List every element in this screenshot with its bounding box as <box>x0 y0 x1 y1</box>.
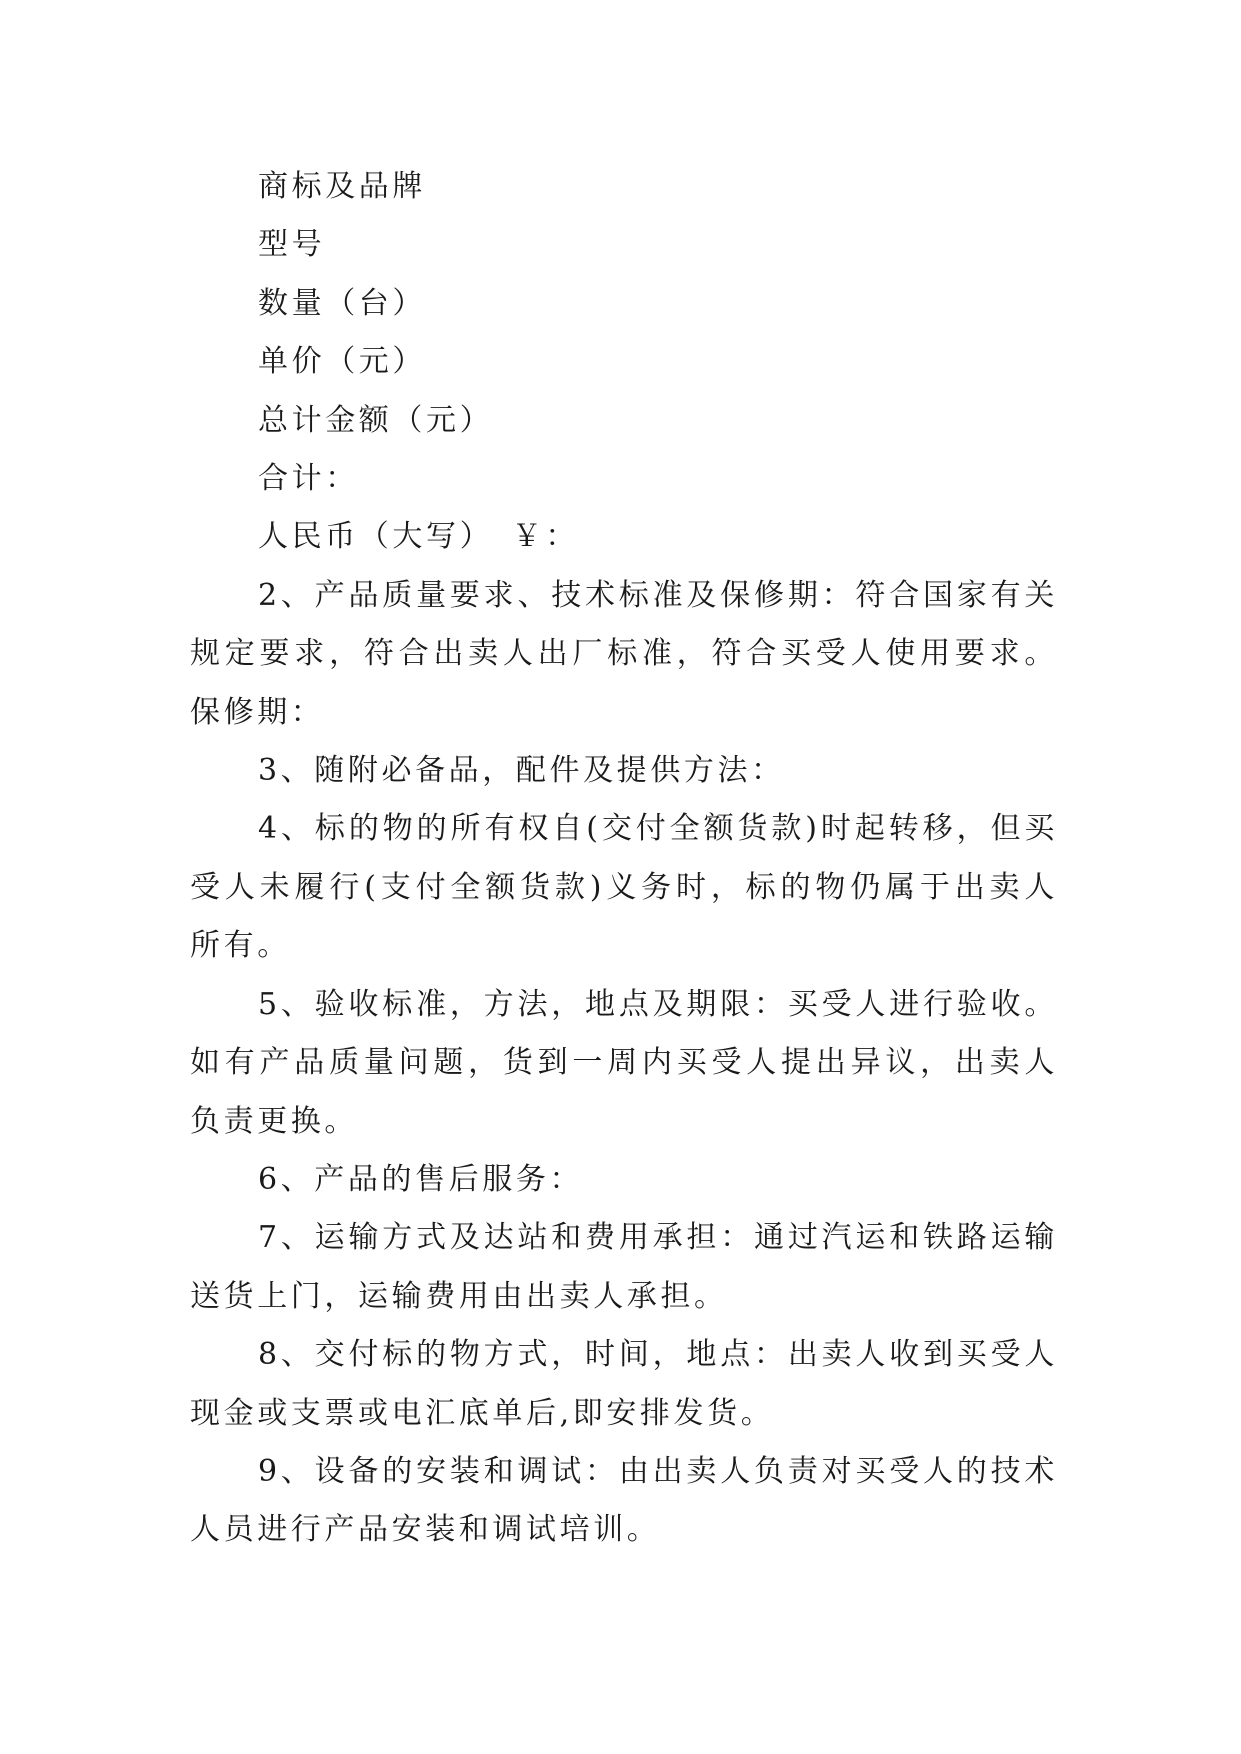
clause-quality: 2、产品质量要求、技术标准及保修期：符合国家有关规定要求，符合出卖人出厂标准，符合买受人使用要求。保修期： <box>190 577 1058 730</box>
item-model: 型号 <box>258 227 326 263</box>
clause-ownership: 4、标的物的所有权自(交付全额货款)时起转移，但买受人未履行(支付全额货款)义务时，标的物仍属于出卖人所有。 <box>190 811 1058 964</box>
item-subtotal: 合计： <box>258 461 359 497</box>
item-total-amount: 总计金额（元） <box>258 402 494 438</box>
clause-after-sales: 6、产品的售后服务： <box>258 1161 584 1197</box>
clause-accessories: 3、随附必备品，配件及提供方法： <box>258 753 785 789</box>
item-unit-price: 单价（元） <box>258 344 426 380</box>
document-page <box>190 158 1058 1560</box>
clause-acceptance: 5、验收标准，方法，地点及期限：买受人进行验收。如有产品质量问题，货到一周内买受人提出异议，出卖人负责更换。 <box>190 986 1058 1139</box>
clause-installation: 9、设备的安装和调试：由出卖人负责对买受人的技术人员进行产品安装和调试培训。 <box>190 1453 1058 1548</box>
item-quantity: 数量（台） <box>258 285 426 321</box>
clause-delivery: 8、交付标的物方式，时间，地点：出卖人收到买受人现金或支票或电汇底单后,即安排发货。 <box>190 1337 1058 1431</box>
item-rmb-uppercase: 人民币（大写） ￥： <box>258 519 579 555</box>
item-brand: 商标及品牌 <box>258 169 426 204</box>
clause-transport: 7、运输方式及达站和费用承担：通过汽运和铁路运输送货上门，运输费用由出卖人承担。 <box>190 1220 1058 1314</box>
